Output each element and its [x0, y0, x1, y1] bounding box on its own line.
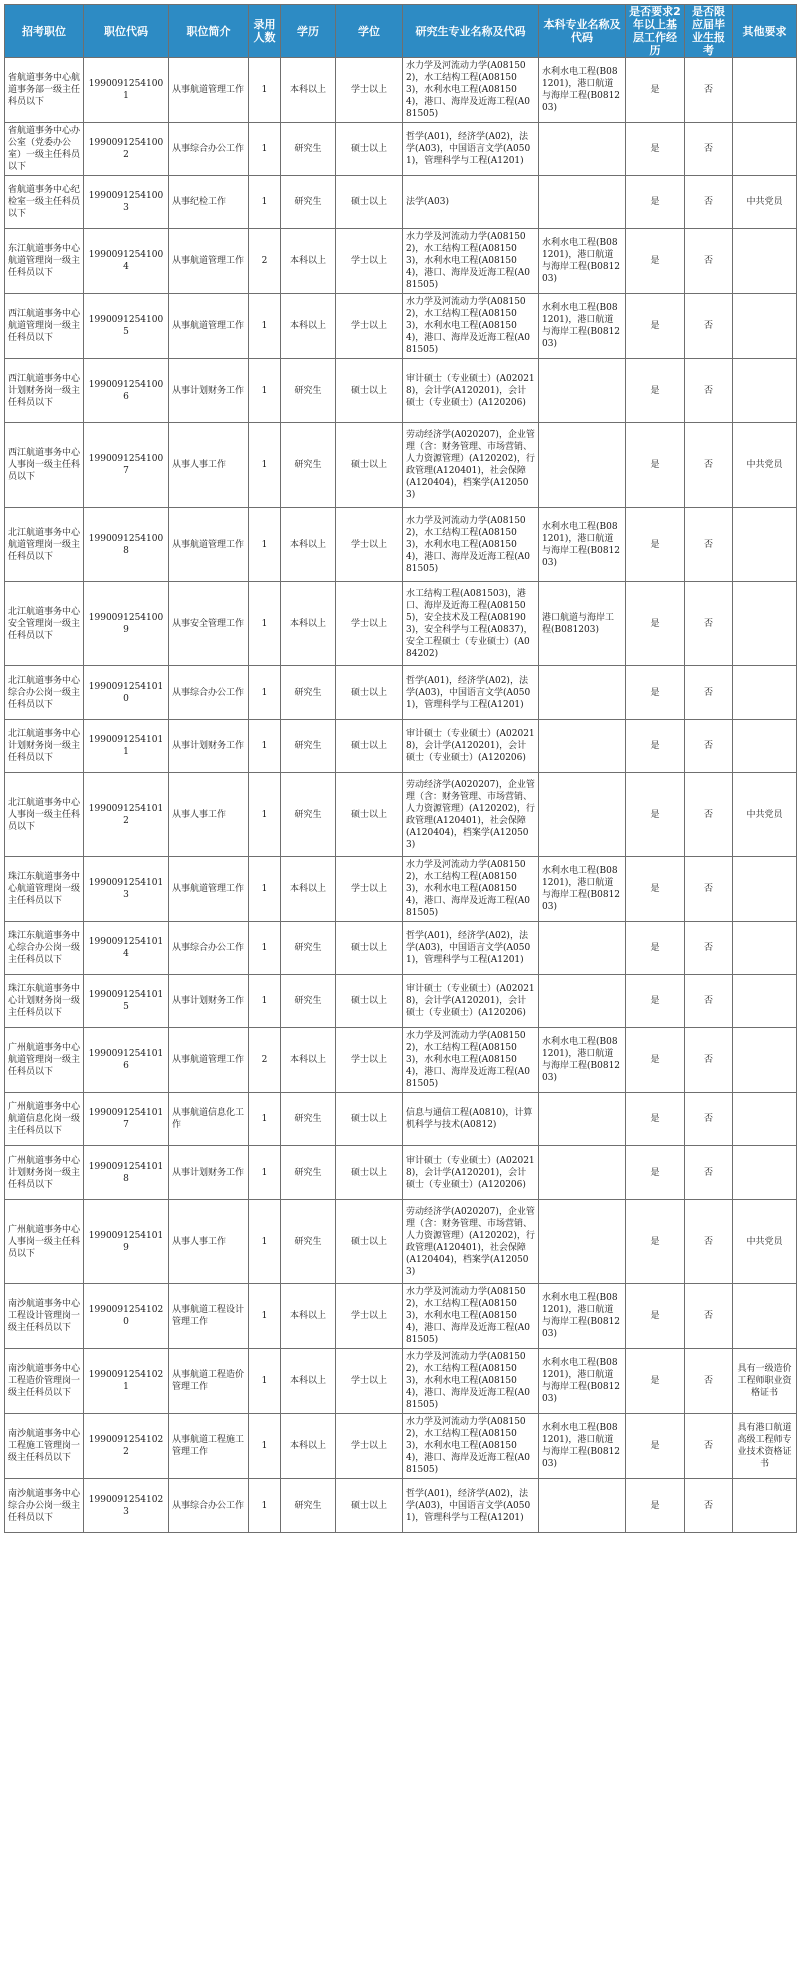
- position-summary-cell: 从事综合办公工作: [169, 666, 249, 720]
- hire-count-cell: 1: [249, 1349, 281, 1414]
- header-graduate-major: 研究生专业名称及代码: [403, 5, 539, 58]
- hire-count-cell: 1: [249, 720, 281, 773]
- undergraduate-major-cell: [539, 359, 626, 423]
- position-name-cell: 西江航道事务中心航道管理岗一级主任科员以下: [5, 294, 84, 359]
- hire-count-cell: 1: [249, 975, 281, 1028]
- position-summary-cell: 从事航道管理工作: [169, 294, 249, 359]
- position-name-cell: 珠江东航道事务中心综合办公岗一级主任科员以下: [5, 922, 84, 975]
- undergraduate-major-cell: [539, 1146, 626, 1200]
- degree-cell: 硕士以上: [336, 975, 403, 1028]
- other-requirements-cell: 中共党员: [733, 423, 797, 508]
- table-row: [5, 720, 797, 773]
- graduate-major-cell: 水力学及河流动力学(A081502)，水工结构工程(A081503)，水利水电工程(A081504)，港口、海岸及近海工程(A081505): [403, 58, 539, 123]
- position-name-cell: 北江航道事务中心航道管理岗一级主任科员以下: [5, 508, 84, 582]
- position-code-cell: 19900912541004: [84, 229, 169, 294]
- grassroots-experience-cell: 是: [626, 773, 685, 857]
- grassroots-experience-cell: 是: [626, 123, 685, 176]
- position-summary-cell: 从事综合办公工作: [169, 1479, 249, 1533]
- education-cell: 研究生: [281, 1200, 336, 1284]
- graduate-major-cell: 劳动经济学(A020207)，企业管理（含：财务管理、市场营销、人力资源管理）(A120202)，行政管理(A120401)，社会保障(A120404)，档案学(A120503): [403, 423, 539, 508]
- other-requirements-cell: [733, 1284, 797, 1349]
- degree-cell: 硕士以上: [336, 1093, 403, 1146]
- fresh-graduate-only-cell: 否: [685, 720, 733, 773]
- undergraduate-major-cell: 水利水电工程(B081201)，港口航道与海岸工程(B081203): [539, 857, 626, 922]
- education-cell: 本科以上: [281, 1414, 336, 1479]
- education-cell: 本科以上: [281, 1284, 336, 1349]
- position-code-cell: 19900912541022: [84, 1414, 169, 1479]
- degree-cell: 学士以上: [336, 582, 403, 666]
- header-grassroots-experience: 是否要求2年以上基层工作经历: [626, 5, 685, 58]
- hire-count-cell: 2: [249, 1028, 281, 1093]
- table-body: [5, 58, 797, 1533]
- grassroots-experience-cell: 是: [626, 582, 685, 666]
- position-name-cell: 广州航道事务中心人事岗一级主任科员以下: [5, 1200, 84, 1284]
- other-requirements-cell: [733, 294, 797, 359]
- hire-count-cell: 1: [249, 1284, 281, 1349]
- hire-count-cell: 1: [249, 582, 281, 666]
- degree-cell: 硕士以上: [336, 773, 403, 857]
- other-requirements-cell: 中共党员: [733, 176, 797, 229]
- grassroots-experience-cell: 是: [626, 1093, 685, 1146]
- position-name-cell: 北江航道事务中心计划财务岗一级主任科员以下: [5, 720, 84, 773]
- grassroots-experience-cell: 是: [626, 1284, 685, 1349]
- degree-cell: 硕士以上: [336, 666, 403, 720]
- position-code-cell: 19900912541009: [84, 582, 169, 666]
- position-code-cell: 19900912541013: [84, 857, 169, 922]
- degree-cell: 学士以上: [336, 58, 403, 123]
- fresh-graduate-only-cell: 否: [685, 123, 733, 176]
- grassroots-experience-cell: 是: [626, 229, 685, 294]
- fresh-graduate-only-cell: 否: [685, 1349, 733, 1414]
- other-requirements-cell: [733, 1479, 797, 1533]
- hire-count-cell: 1: [249, 359, 281, 423]
- hire-count-cell: 1: [249, 294, 281, 359]
- header-position: 招考职位: [5, 5, 84, 58]
- position-code-cell: 19900912541020: [84, 1284, 169, 1349]
- degree-cell: 学士以上: [336, 1028, 403, 1093]
- position-name-cell: 广州航道事务中心计划财务岗一级主任科员以下: [5, 1146, 84, 1200]
- fresh-graduate-only-cell: 否: [685, 922, 733, 975]
- position-summary-cell: 从事人事工作: [169, 773, 249, 857]
- degree-cell: 学士以上: [336, 229, 403, 294]
- recruitment-table-container: [4, 4, 796, 1533]
- position-name-cell: 省航道事务中心纪检室一级主任科员以下: [5, 176, 84, 229]
- undergraduate-major-cell: [539, 1200, 626, 1284]
- table-row: [5, 773, 797, 857]
- other-requirements-cell: [733, 58, 797, 123]
- undergraduate-major-cell: 港口航道与海岸工程(B081203): [539, 582, 626, 666]
- position-name-cell: 西江航道事务中心计划财务岗一级主任科员以下: [5, 359, 84, 423]
- undergraduate-major-cell: [539, 922, 626, 975]
- education-cell: 研究生: [281, 1479, 336, 1533]
- position-code-cell: 19900912541021: [84, 1349, 169, 1414]
- fresh-graduate-only-cell: 否: [685, 975, 733, 1028]
- table-row: [5, 294, 797, 359]
- position-name-cell: 南沙航道事务中心工程施工管理岗一级主任科员以下: [5, 1414, 84, 1479]
- graduate-major-cell: 哲学(A01)，经济学(A02)，法学(A03)，中国语言文学(A0501)，管理科学与工程(A1201): [403, 1479, 539, 1533]
- table-row: [5, 1414, 797, 1479]
- position-summary-cell: 从事航道工程造价管理工作: [169, 1349, 249, 1414]
- position-summary-cell: 从事航道管理工作: [169, 1028, 249, 1093]
- graduate-major-cell: 水力学及河流动力学(A081502)，水工结构工程(A081503)，水利水电工程(A081504)，港口、海岸及近海工程(A081505): [403, 1414, 539, 1479]
- grassroots-experience-cell: 是: [626, 1200, 685, 1284]
- hire-count-cell: 1: [249, 1479, 281, 1533]
- other-requirements-cell: [733, 922, 797, 975]
- position-code-cell: 19900912541014: [84, 922, 169, 975]
- grassroots-experience-cell: 是: [626, 1146, 685, 1200]
- position-code-cell: 19900912541012: [84, 773, 169, 857]
- hire-count-cell: 1: [249, 423, 281, 508]
- position-summary-cell: 从事人事工作: [169, 423, 249, 508]
- graduate-major-cell: 审计硕士（专业硕士）(A020218)，会计学(A120201)，会计硕士（专业硕士）(A120206): [403, 359, 539, 423]
- graduate-major-cell: 劳动经济学(A020207)，企业管理（含：财务管理、市场营销、人力资源管理）(A120202)，行政管理(A120401)，社会保障(A120404)，档案学(A120503): [403, 773, 539, 857]
- hire-count-cell: 1: [249, 176, 281, 229]
- education-cell: 研究生: [281, 720, 336, 773]
- fresh-graduate-only-cell: 否: [685, 773, 733, 857]
- degree-cell: 硕士以上: [336, 1146, 403, 1200]
- graduate-major-cell: 劳动经济学(A020207)，企业管理（含：财务管理、市场营销、人力资源管理）(A120202)，行政管理(A120401)，社会保障(A120404)，档案学(A120503): [403, 1200, 539, 1284]
- hire-count-cell: 1: [249, 58, 281, 123]
- position-summary-cell: 从事综合办公工作: [169, 123, 249, 176]
- header-position-code: 职位代码: [84, 5, 169, 58]
- degree-cell: 硕士以上: [336, 423, 403, 508]
- position-code-cell: 19900912541001: [84, 58, 169, 123]
- graduate-major-cell: 哲学(A01)，经济学(A02)，法学(A03)，中国语言文学(A0501)，管理科学与工程(A1201): [403, 922, 539, 975]
- other-requirements-cell: [733, 508, 797, 582]
- table-header: [5, 5, 797, 58]
- undergraduate-major-cell: 水利水电工程(B081201)，港口航道与海岸工程(B081203): [539, 1284, 626, 1349]
- graduate-major-cell: 审计硕士（专业硕士）(A020218)，会计学(A120201)，会计硕士（专业硕士）(A120206): [403, 975, 539, 1028]
- table-row: [5, 1349, 797, 1414]
- header-hire-count: 录用人数: [249, 5, 281, 58]
- table-row: [5, 1146, 797, 1200]
- position-summary-cell: 从事航道管理工作: [169, 58, 249, 123]
- education-cell: 本科以上: [281, 229, 336, 294]
- position-name-cell: 北江航道事务中心综合办公岗一级主任科员以下: [5, 666, 84, 720]
- degree-cell: 学士以上: [336, 1414, 403, 1479]
- table-row: [5, 666, 797, 720]
- undergraduate-major-cell: 水利水电工程(B081201)，港口航道与海岸工程(B081203): [539, 1414, 626, 1479]
- undergraduate-major-cell: [539, 1093, 626, 1146]
- education-cell: 研究生: [281, 423, 336, 508]
- position-summary-cell: 从事计划财务工作: [169, 1146, 249, 1200]
- position-summary-cell: 从事纪检工作: [169, 176, 249, 229]
- education-cell: 本科以上: [281, 294, 336, 359]
- other-requirements-cell: 具有一级造价工程师职业资格证书: [733, 1349, 797, 1414]
- graduate-major-cell: 水力学及河流动力学(A081502)，水工结构工程(A081503)，水利水电工程(A081504)，港口、海岸及近海工程(A081505): [403, 1028, 539, 1093]
- position-code-cell: 19900912541016: [84, 1028, 169, 1093]
- education-cell: 研究生: [281, 773, 336, 857]
- fresh-graduate-only-cell: 否: [685, 1284, 733, 1349]
- other-requirements-cell: [733, 229, 797, 294]
- degree-cell: 学士以上: [336, 1349, 403, 1414]
- position-summary-cell: 从事航道信息化工作: [169, 1093, 249, 1146]
- graduate-major-cell: 水力学及河流动力学(A081502)，水工结构工程(A081503)，水利水电工程(A081504)，港口、海岸及近海工程(A081505): [403, 857, 539, 922]
- grassroots-experience-cell: 是: [626, 666, 685, 720]
- position-code-cell: 19900912541002: [84, 123, 169, 176]
- hire-count-cell: 1: [249, 1200, 281, 1284]
- fresh-graduate-only-cell: 否: [685, 1146, 733, 1200]
- position-summary-cell: 从事航道工程施工管理工作: [169, 1414, 249, 1479]
- education-cell: 本科以上: [281, 58, 336, 123]
- position-summary-cell: 从事人事工作: [169, 1200, 249, 1284]
- position-code-cell: 19900912541007: [84, 423, 169, 508]
- hire-count-cell: 1: [249, 508, 281, 582]
- table-row: [5, 229, 797, 294]
- other-requirements-cell: [733, 975, 797, 1028]
- education-cell: 本科以上: [281, 1349, 336, 1414]
- hire-count-cell: 1: [249, 773, 281, 857]
- graduate-major-cell: 水力学及河流动力学(A081502)，水工结构工程(A081503)，水利水电工程(A081504)，港口、海岸及近海工程(A081505): [403, 1284, 539, 1349]
- position-code-cell: 19900912541005: [84, 294, 169, 359]
- table-row: [5, 1284, 797, 1349]
- degree-cell: 硕士以上: [336, 176, 403, 229]
- header-position-summary: 职位简介: [169, 5, 249, 58]
- education-cell: 研究生: [281, 1146, 336, 1200]
- graduate-major-cell: 水力学及河流动力学(A081502)，水工结构工程(A081503)，水利水电工程(A081504)，港口、海岸及近海工程(A081505): [403, 294, 539, 359]
- undergraduate-major-cell: [539, 975, 626, 1028]
- undergraduate-major-cell: [539, 666, 626, 720]
- position-name-cell: 省航道事务中心办公室（党委办公室）一级主任科员以下: [5, 123, 84, 176]
- education-cell: 本科以上: [281, 857, 336, 922]
- undergraduate-major-cell: 水利水电工程(B081201)，港口航道与海岸工程(B081203): [539, 1349, 626, 1414]
- grassroots-experience-cell: 是: [626, 294, 685, 359]
- position-summary-cell: 从事综合办公工作: [169, 922, 249, 975]
- grassroots-experience-cell: 是: [626, 857, 685, 922]
- other-requirements-cell: [733, 1093, 797, 1146]
- grassroots-experience-cell: 是: [626, 1349, 685, 1414]
- fresh-graduate-only-cell: 否: [685, 582, 733, 666]
- degree-cell: 硕士以上: [336, 1479, 403, 1533]
- other-requirements-cell: [733, 123, 797, 176]
- fresh-graduate-only-cell: 否: [685, 58, 733, 123]
- position-name-cell: 北江航道事务中心安全管理岗一级主任科员以下: [5, 582, 84, 666]
- table-row: [5, 857, 797, 922]
- fresh-graduate-only-cell: 否: [685, 423, 733, 508]
- position-name-cell: 西江航道事务中心人事岗一级主任科员以下: [5, 423, 84, 508]
- header-undergraduate-major: 本科专业名称及代码: [539, 5, 626, 58]
- undergraduate-major-cell: [539, 773, 626, 857]
- other-requirements-cell: [733, 720, 797, 773]
- position-summary-cell: 从事计划财务工作: [169, 720, 249, 773]
- recruitment-table: [4, 4, 797, 1533]
- other-requirements-cell: [733, 857, 797, 922]
- position-code-cell: 19900912541017: [84, 1093, 169, 1146]
- position-code-cell: 19900912541003: [84, 176, 169, 229]
- position-summary-cell: 从事计划财务工作: [169, 359, 249, 423]
- fresh-graduate-only-cell: 否: [685, 229, 733, 294]
- grassroots-experience-cell: 是: [626, 720, 685, 773]
- position-name-cell: 珠江东航道事务中心计划财务岗一级主任科员以下: [5, 975, 84, 1028]
- position-name-cell: 南沙航道事务中心工程造价管理岗一级主任科员以下: [5, 1349, 84, 1414]
- grassroots-experience-cell: 是: [626, 423, 685, 508]
- undergraduate-major-cell: 水利水电工程(B081201)，港口航道与海岸工程(B081203): [539, 229, 626, 294]
- degree-cell: 学士以上: [336, 294, 403, 359]
- other-requirements-cell: 中共党员: [733, 773, 797, 857]
- grassroots-experience-cell: 是: [626, 58, 685, 123]
- hire-count-cell: 1: [249, 123, 281, 176]
- position-summary-cell: 从事航道管理工作: [169, 229, 249, 294]
- position-name-cell: 北江航道事务中心人事岗一级主任科员以下: [5, 773, 84, 857]
- table-row: [5, 123, 797, 176]
- undergraduate-major-cell: [539, 423, 626, 508]
- degree-cell: 硕士以上: [336, 359, 403, 423]
- hire-count-cell: 1: [249, 922, 281, 975]
- fresh-graduate-only-cell: 否: [685, 1479, 733, 1533]
- fresh-graduate-only-cell: 否: [685, 1200, 733, 1284]
- fresh-graduate-only-cell: 否: [685, 176, 733, 229]
- degree-cell: 硕士以上: [336, 1200, 403, 1284]
- position-name-cell: 广州航道事务中心航道管理岗一级主任科员以下: [5, 1028, 84, 1093]
- table-row: [5, 423, 797, 508]
- graduate-major-cell: 哲学(A01)，经济学(A02)，法学(A03)，中国语言文学(A0501)，管理科学与工程(A1201): [403, 666, 539, 720]
- education-cell: 研究生: [281, 975, 336, 1028]
- hire-count-cell: 1: [249, 1093, 281, 1146]
- grassroots-experience-cell: 是: [626, 1028, 685, 1093]
- graduate-major-cell: 审计硕士（专业硕士）(A020218)，会计学(A120201)，会计硕士（专业硕士）(A120206): [403, 1146, 539, 1200]
- position-code-cell: 19900912541015: [84, 975, 169, 1028]
- position-code-cell: 19900912541019: [84, 1200, 169, 1284]
- fresh-graduate-only-cell: 否: [685, 857, 733, 922]
- grassroots-experience-cell: 是: [626, 508, 685, 582]
- graduate-major-cell: 水力学及河流动力学(A081502)，水工结构工程(A081503)，水利水电工程(A081504)，港口、海岸及近海工程(A081505): [403, 1349, 539, 1414]
- other-requirements-cell: [733, 359, 797, 423]
- hire-count-cell: 2: [249, 229, 281, 294]
- other-requirements-cell: [733, 1146, 797, 1200]
- hire-count-cell: 1: [249, 1414, 281, 1479]
- position-code-cell: 19900912541006: [84, 359, 169, 423]
- header-row: [5, 5, 797, 58]
- hire-count-cell: 1: [249, 1146, 281, 1200]
- position-summary-cell: 从事航道工程设计管理工作: [169, 1284, 249, 1349]
- position-summary-cell: 从事航道管理工作: [169, 857, 249, 922]
- position-summary-cell: 从事安全管理工作: [169, 582, 249, 666]
- fresh-graduate-only-cell: 否: [685, 666, 733, 720]
- degree-cell: 学士以上: [336, 857, 403, 922]
- grassroots-experience-cell: 是: [626, 1479, 685, 1533]
- hire-count-cell: 1: [249, 857, 281, 922]
- graduate-major-cell: 信息与通信工程(A0810)，计算机科学与技术(A0812): [403, 1093, 539, 1146]
- degree-cell: 硕士以上: [336, 922, 403, 975]
- table-row: [5, 1028, 797, 1093]
- table-row: [5, 359, 797, 423]
- table-row: [5, 582, 797, 666]
- education-cell: 研究生: [281, 666, 336, 720]
- hire-count-cell: 1: [249, 666, 281, 720]
- table-row: [5, 1479, 797, 1533]
- education-cell: 研究生: [281, 176, 336, 229]
- position-name-cell: 广州航道事务中心航道信息化岗一级主任科员以下: [5, 1093, 84, 1146]
- header-degree: 学位: [336, 5, 403, 58]
- position-summary-cell: 从事航道管理工作: [169, 508, 249, 582]
- table-row: [5, 922, 797, 975]
- other-requirements-cell: [733, 582, 797, 666]
- education-cell: 研究生: [281, 1093, 336, 1146]
- position-summary-cell: 从事计划财务工作: [169, 975, 249, 1028]
- degree-cell: 学士以上: [336, 508, 403, 582]
- fresh-graduate-only-cell: 否: [685, 1414, 733, 1479]
- undergraduate-major-cell: 水利水电工程(B081201)，港口航道与海岸工程(B081203): [539, 58, 626, 123]
- education-cell: 本科以上: [281, 1028, 336, 1093]
- grassroots-experience-cell: 是: [626, 975, 685, 1028]
- position-name-cell: 南沙航道事务中心工程设计管理岗一级主任科员以下: [5, 1284, 84, 1349]
- position-code-cell: 19900912541008: [84, 508, 169, 582]
- graduate-major-cell: 法学(A03): [403, 176, 539, 229]
- education-cell: 研究生: [281, 922, 336, 975]
- header-fresh-graduate-only: 是否限应届毕业生报考: [685, 5, 733, 58]
- position-name-cell: 南沙航道事务中心综合办公岗一级主任科员以下: [5, 1479, 84, 1533]
- undergraduate-major-cell: [539, 720, 626, 773]
- grassroots-experience-cell: 是: [626, 359, 685, 423]
- undergraduate-major-cell: [539, 176, 626, 229]
- education-cell: 本科以上: [281, 582, 336, 666]
- other-requirements-cell: 具有港口航道高级工程师专业技术资格证书: [733, 1414, 797, 1479]
- fresh-graduate-only-cell: 否: [685, 294, 733, 359]
- graduate-major-cell: 哲学(A01)，经济学(A02)，法学(A03)，中国语言文学(A0501)，管理科学与工程(A1201): [403, 123, 539, 176]
- table-row: [5, 58, 797, 123]
- grassroots-experience-cell: 是: [626, 922, 685, 975]
- table-row: [5, 1093, 797, 1146]
- position-code-cell: 19900912541011: [84, 720, 169, 773]
- education-cell: 本科以上: [281, 508, 336, 582]
- education-cell: 研究生: [281, 359, 336, 423]
- undergraduate-major-cell: 水利水电工程(B081201)，港口航道与海岸工程(B081203): [539, 1028, 626, 1093]
- graduate-major-cell: 水力学及河流动力学(A081502)，水工结构工程(A081503)，水利水电工程(A081504)，港口、海岸及近海工程(A081505): [403, 229, 539, 294]
- fresh-graduate-only-cell: 否: [685, 508, 733, 582]
- other-requirements-cell: 中共党员: [733, 1200, 797, 1284]
- other-requirements-cell: [733, 666, 797, 720]
- education-cell: 研究生: [281, 123, 336, 176]
- table-row: [5, 975, 797, 1028]
- header-education: 学历: [281, 5, 336, 58]
- position-name-cell: 东江航道事务中心航道管理岗一级主任科员以下: [5, 229, 84, 294]
- position-name-cell: 省航道事务中心航道事务部一级主任科员以下: [5, 58, 84, 123]
- table-row: [5, 1200, 797, 1284]
- grassroots-experience-cell: 是: [626, 176, 685, 229]
- grassroots-experience-cell: 是: [626, 1414, 685, 1479]
- position-code-cell: 19900912541023: [84, 1479, 169, 1533]
- other-requirements-cell: [733, 1028, 797, 1093]
- fresh-graduate-only-cell: 否: [685, 1028, 733, 1093]
- position-code-cell: 19900912541010: [84, 666, 169, 720]
- table-row: [5, 176, 797, 229]
- header-other-requirements: 其他要求: [733, 5, 797, 58]
- graduate-major-cell: 水力学及河流动力学(A081502)，水工结构工程(A081503)，水利水电工程(A081504)，港口、海岸及近海工程(A081505): [403, 508, 539, 582]
- table-row: [5, 508, 797, 582]
- degree-cell: 学士以上: [336, 1284, 403, 1349]
- fresh-graduate-only-cell: 否: [685, 359, 733, 423]
- degree-cell: 硕士以上: [336, 720, 403, 773]
- undergraduate-major-cell: [539, 123, 626, 176]
- degree-cell: 硕士以上: [336, 123, 403, 176]
- graduate-major-cell: 审计硕士（专业硕士）(A020218)，会计学(A120201)，会计硕士（专业硕士）(A120206): [403, 720, 539, 773]
- undergraduate-major-cell: [539, 1479, 626, 1533]
- graduate-major-cell: 水工结构工程(A081503)，港口、海岸及近海工程(A081505)，安全技术及工程(A081903)，安全科学与工程(A0837)，安全工程硕士（专业硕士）(A084202): [403, 582, 539, 666]
- undergraduate-major-cell: 水利水电工程(B081201)，港口航道与海岸工程(B081203): [539, 294, 626, 359]
- undergraduate-major-cell: 水利水电工程(B081201)，港口航道与海岸工程(B081203): [539, 508, 626, 582]
- position-name-cell: 珠江东航道事务中心航道管理岗一级主任科员以下: [5, 857, 84, 922]
- position-code-cell: 19900912541018: [84, 1146, 169, 1200]
- fresh-graduate-only-cell: 否: [685, 1093, 733, 1146]
